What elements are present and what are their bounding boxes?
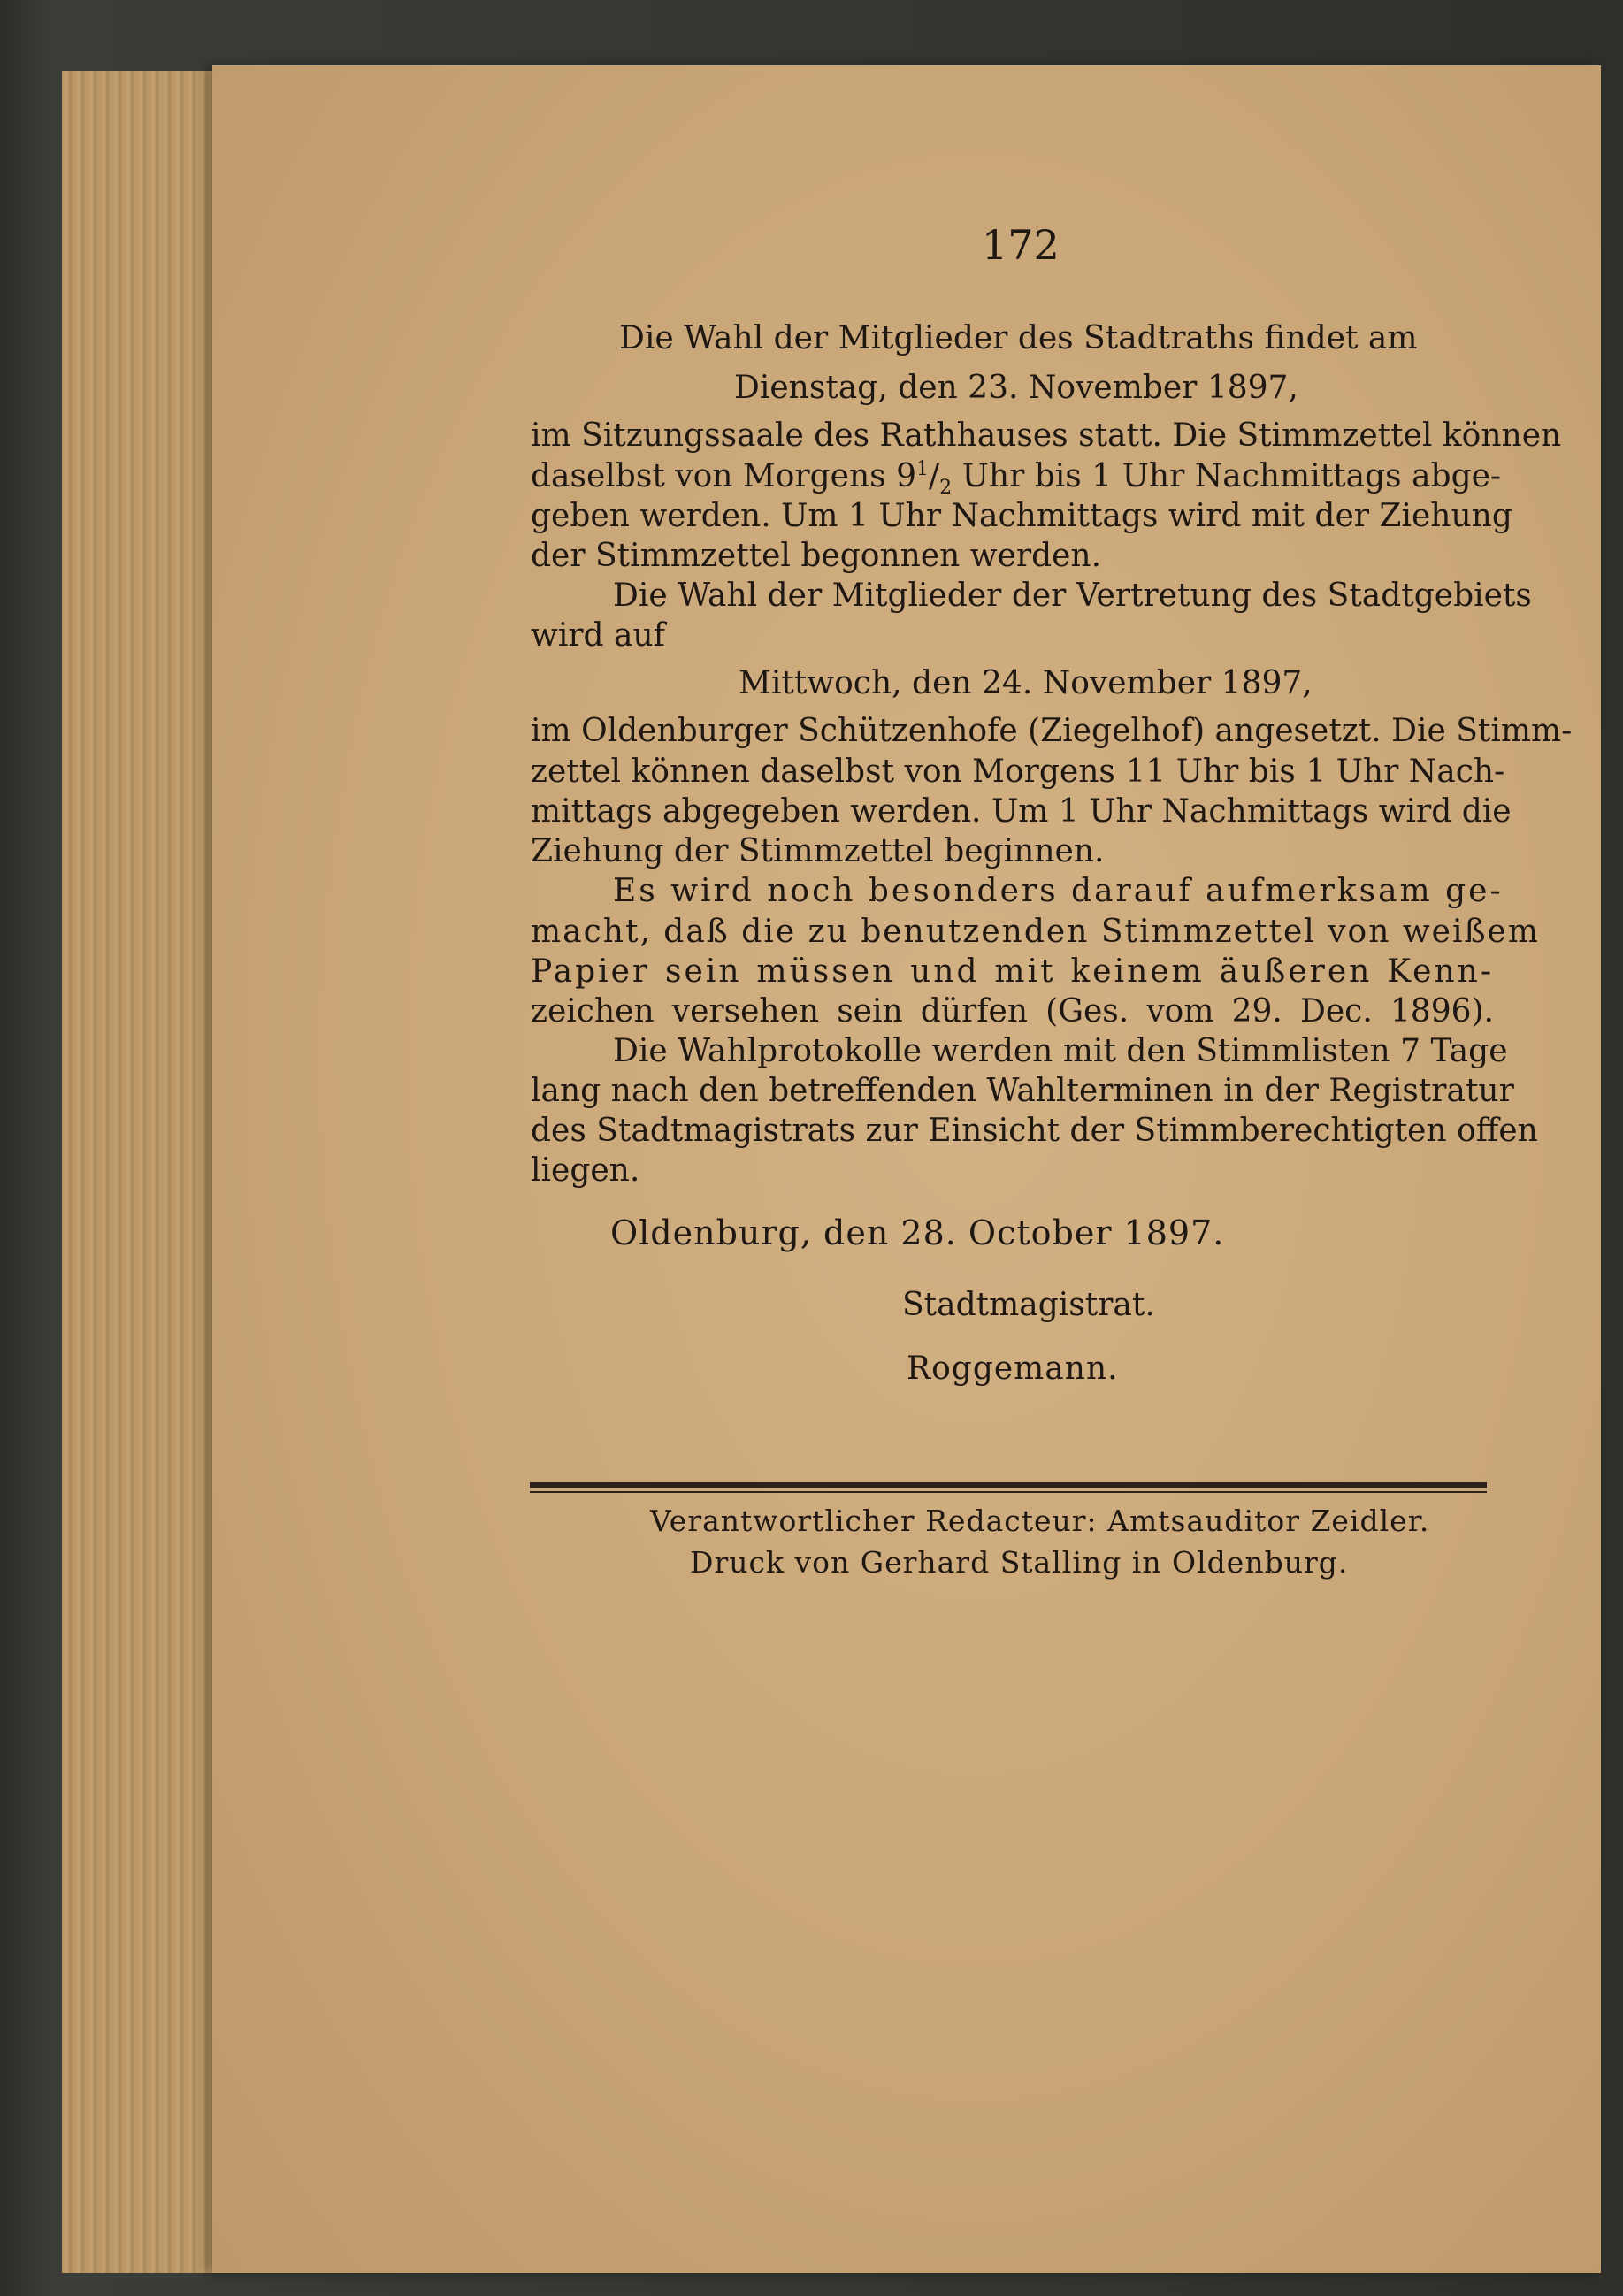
- date-line-2: Mittwoch, den 24. November 1897,: [739, 665, 1313, 701]
- text-line: Die Wahlprotokolle werden mit den Stimmlisten 7 Tage: [613, 1033, 1508, 1069]
- text-line: lang nach den betreffenden Wahlterminen in der Registratur: [531, 1073, 1514, 1109]
- text-line: Papier sein müssen und mit keinem äußeren Kenn-: [531, 953, 1494, 990]
- text-line: wird auf: [531, 617, 665, 654]
- place-date: Oldenburg, den 28. October 1897.: [610, 1213, 1225, 1252]
- signatory: Roggemann.: [907, 1351, 1119, 1387]
- text-line: macht, daß die zu benutzenden Stimmzettel von weißem: [531, 914, 1540, 950]
- text-line: mittags abgegeben werden. Um 1 Uhr Nachmittags wird die: [531, 793, 1512, 830]
- text-line: zeichen versehen sein dürfen (Ges. vom 29. Dec. 1896).: [531, 993, 1494, 1029]
- authority: Stadtmagistrat.: [902, 1287, 1155, 1323]
- editor-line: Verantwortlicher Redacteur: Amtsauditor Zeidler.: [650, 1504, 1430, 1538]
- text-line: im Sitzungssaale des Rathhauses statt. Die Stimmzettel können: [531, 417, 1562, 454]
- text-line: der Stimmzettel begonnen werden.: [531, 538, 1102, 574]
- printer-line: Druck von Gerhard Stalling in Oldenburg.: [690, 1545, 1349, 1580]
- text-line: zettel können daselbst von Morgens 11 Uhr bis 1 Uhr Nach-: [531, 754, 1505, 790]
- text-line: des Stadtmagistrats zur Einsicht der Stimmberechtigten offen: [531, 1113, 1538, 1149]
- text-line: daselbst von Morgens $9^1/_2$ Uhr bis 1 Uhr Nachmittags abge-: [531, 458, 1502, 500]
- footer-rule: [530, 1482, 1487, 1488]
- page-number: 172: [982, 221, 1060, 269]
- text-line: geben werden. Um 1 Uhr Nachmittags wird mit der Ziehung: [531, 498, 1512, 534]
- footer-rule-thin: [530, 1491, 1487, 1493]
- text-line: liegen.: [531, 1152, 640, 1189]
- text-line: im Oldenburger Schützenhofe (Ziegelhof) angesetzt. Die Stimm-: [531, 713, 1573, 749]
- text-line: Die Wahl der Mitglieder der Vertretung des Stadtgebiets: [613, 578, 1532, 614]
- text-line: Ziehung der Stimmzettel beginnen.: [531, 833, 1105, 869]
- date-line-1: Dienstag, den 23. November 1897,: [734, 370, 1298, 406]
- text-line: Es wird noch besonders darauf aufmerksam ge-: [613, 873, 1504, 909]
- intro-line: Die Wahl der Mitglieder des Stadtraths findet am: [619, 320, 1418, 356]
